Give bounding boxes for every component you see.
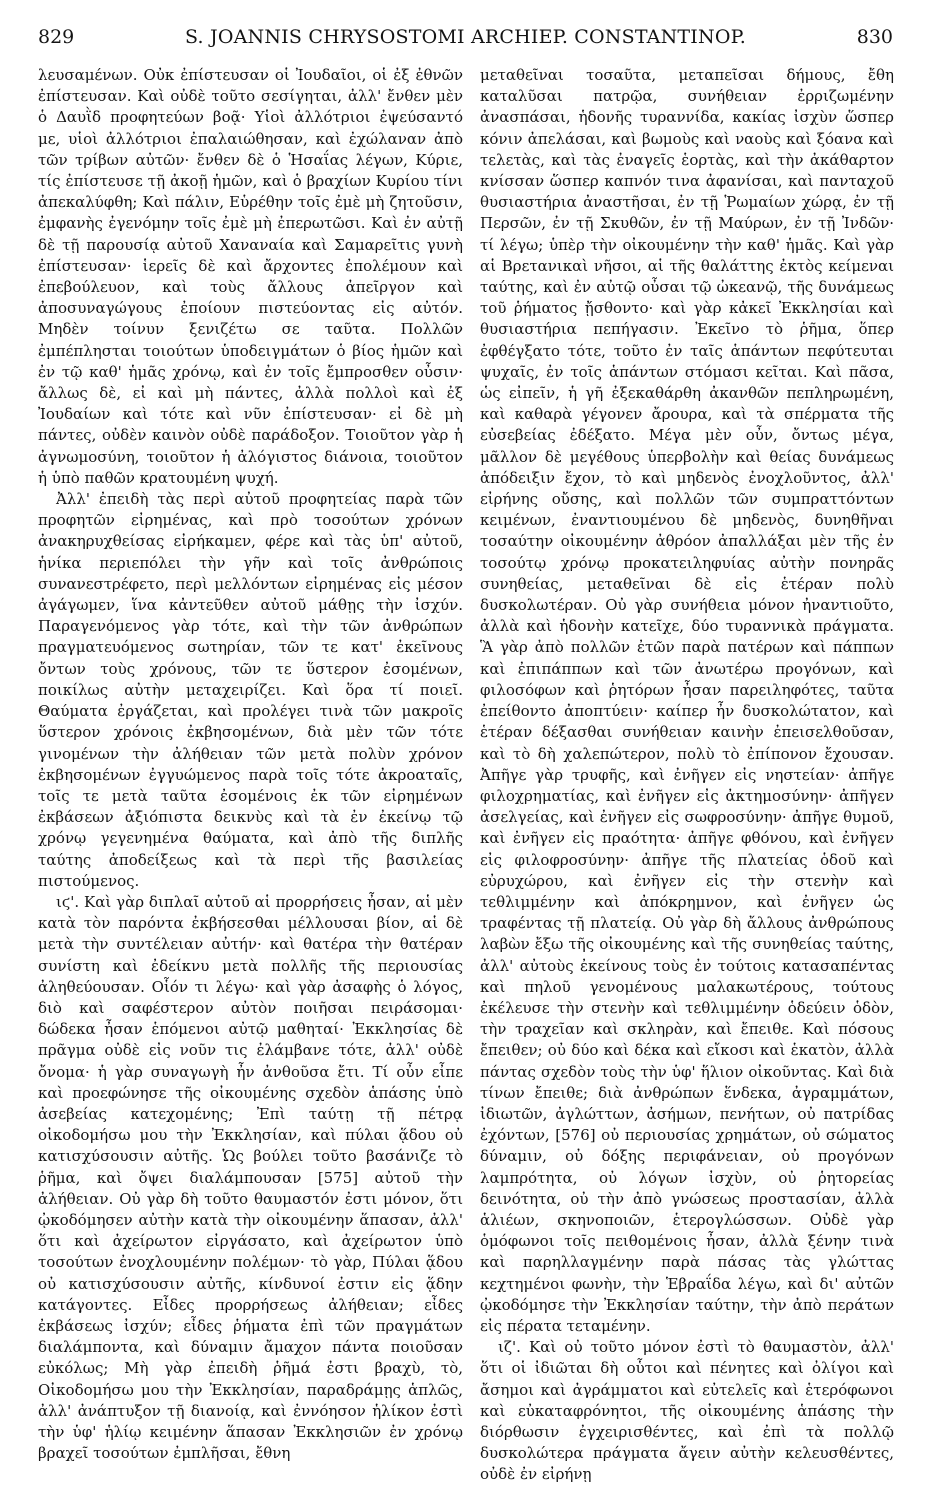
- running-header: [38, 26, 893, 56]
- right-paragraph-1: μεταθεῖναι τοσαῦτα, μεταπεῖσαι δήμους, ἔθη καταλῦσαι πατρῷα, συνήθειαν ἐρριζωμένην ἀνασπάσαι, ἡδονῆς τυραννίδα, κακίας ἰσχὺν ὥσπερ κόνιν ἀπελάσαι, καὶ βωμοὺς καὶ ναοὺς καὶ ξόανα καὶ τελετὰς, καὶ τὰς ἐναγεῖς ἑορτὰς, καὶ τὴν ἀκάθαρτον κνίσσαν ὥσπερ καπνόν τινα ἀφανίσαι, καὶ πανταχοῦ θυσιαστήρια ἀναστῆσαι, ἐν τῇ Ῥωμαίων χώρᾳ, ἐν τῇ Περσῶν, ἐν τῇ Σκυθῶν, ἐν τῇ Μαύρων, ἐν τῇ Ἰνδῶν· τί λέγω; ὑπὲρ τὴν οἰκουμένην τὴν καθ' ἡμᾶς. Καὶ γὰρ αἱ Βρετανικαὶ νῆσοι, αἱ τῆς θαλάττης ἐκτὸς κείμεναι ταύτης, καὶ ἐν αὐτῷ οὖσαι τῷ ὠκεανῷ, τῆς δυνάμεως τοῦ ῥήματος ᾔσθοντο· καὶ γὰρ κἀκεῖ Ἐκκλησίαι καὶ θυσιαστήρια πεπήγασιν. Ἐκεῖνο τὸ ῥῆμα, ὅπερ ἐφθέγξατο τότε, τοῦτο ἐν ταῖς ἁπάντων πεφύτευται ψυχαῖς, ἐν τοῖς ἁπάντων στόμασι κεῖται. Καὶ πᾶσα, ὡς εἰπεῖν, ἡ γῆ ἐξεκαθάρθη ἀκανθῶν πεπληρωμένη, καὶ καθαρὰ γέγονεν ἄρουρα, καὶ τὰ σπέρματα τῆς εὐσεβείας ἐδέξατο. Μέγα μὲν οὖν, ὄντως μέγα, μᾶλλον δὲ μεγέθους ὑπερβολὴν καὶ θείας δυνάμεως ἀπόδειξιν ἔχον, τὸ καὶ μηδενὸς ἐνοχλοῦντος, ἀλλ' εἰρήνης οὔσης, καὶ πολλῶν τῶν συμπραττόντων κειμένων, ἐναντιουμένου δὲ μηδενὸς, δυνηθῆναι τοσαύτην οἰκουμένην ἀθρόον ἀπαλλάξαι μὲν τῆς ἐν τοσούτῳ χρόνῳ προκατειληφυίας αὐτὴν πονηρᾶς συνηθείας, μεταθεῖναι δὲ εἰς ἑτέραν πολὺ δυσκολωτέραν. Οὐ γὰρ συνήθεια μόνον ἠναντιοῦτο, ἀλλὰ καὶ ἡδονὴν κατεῖχε, δύο τυραννικὰ πράγματα. Ἃ γὰρ ἀπὸ πολλῶν ἐτῶν παρὰ πατέρων καὶ πάππων καὶ ἐπιπάππων καὶ τῶν ἀνωτέρω προγόνων, καὶ φιλοσόφων καὶ ῥητόρων ἦσαν παρειληφότες, ταῦτα ἐπείθοντο ἀποπτύειν· καίπερ ἦν δυσκολώτατον, καὶ ἑτέραν δέξασθαι συνήθειαν καινὴν ἐπεισελθοῦσαν, καὶ τὸ δὴ χαλεπώτερον, πολὺ τὸ ἐπίπονον ἔχουσαν. Ἀπῆγε γὰρ τρυφῆς, καὶ ἐνῆγεν εἰς νηστείαν· ἀπῆγε φιλοχρηματίας, καὶ ἐνῆγεν εἰς ἀκτημοσύνην· ἀπῆγεν ἀσελγείας, καὶ ἐνῆγεν εἰς σωφροσύνην· ἀπῆγε θυμοῦ, καὶ ἐνῆγεν εἰς πραότητα· ἀπῆγε φθόνου, καὶ ἐνῆγεν εἰς φιλοφροσύνην· ἀπῆγε τῆς πλατείας ὁδοῦ καὶ εὐρυχώρου, καὶ ἐνῆγεν εἰς τὴν στενὴν καὶ τεθλιμμένην καὶ ἀπόκρημνον, καὶ ἐνῆγεν ὡς τραφέντας τῇ πλατείᾳ. Οὐ γὰρ δὴ ἄλλους ἀνθρώπους λαβὼν ἔξω τῆς οἰκουμένης καὶ τῆς συνηθείας ταύτης, ἀλλ' αὐτοὺς ἐκείνους τοὺς ἐν τούτοις κατασαπέντας καὶ πηλοῦ γενομένους μαλακωτέρους, τούτους ἐκέλευσε τὴν στενὴν καὶ τεθλιμμένην ὁδεύειν ὁδὸν, τὴν τραχεῖαν καὶ σκληρὰν, καὶ ἔπειθε. Καὶ πόσους ἔπειθεν; οὐ δύο καὶ δέκα καὶ εἴκοσι καὶ ἑκατὸν, ἀλλὰ πάντας σχεδὸν τοὺς τὴν ὑφ' ἥλιον οἰκοῦντας. Καὶ διὰ τίνων ἔπειθε; διὰ ἀνθρώπων ἕνδεκα, ἀγραμμάτων, ἰδιωτῶν, ἀγλώττων, ἀσήμων, πενήτων, οὐ πατρίδας ἐχόντων, [576] οὐ περιουσίας χρημάτων, οὐ σώματος δύναμιν, οὐ δόξης περιφάνειαν, οὐ προγόνων λαμπρότητα, οὐ λόγων ἰσχὺν, οὐ ῥητορείας δεινότητα, οὐ τὴν ἀπὸ γνώσεως προστασίαν, ἀλλὰ ἁλιέων, σκηνοποιῶν, ἑτερογλώσσων. Οὐδὲ γὰρ ὁμόφωνοι τοῖς πειθομένοις ἦσαν, ἀλλὰ ξένην τινὰ καὶ παρηλλαγμένην παρὰ πάσας τὰς γλώττας κεχτημένοι φωνὴν, τὴν Ἑβραΐδα λέγω, καὶ δι' αὐτῶν ᾠκοδόμησε τὴν Ἐκκλησίαν ταύτην, τὴν ἀπὸ περάτων εἰς πέρατα τεταμένην.: [480, 66, 894, 1335]
- right-column: [480, 65, 894, 1493]
- page-number-left: 829: [38, 26, 75, 48]
- left-paragraph-3: ιϛ'. Καὶ γὰρ διπλαῖ αὐτοῦ αἱ προρρήσεις ἦσαν, αἱ μὲν κατὰ τὸν παρόντα ἐκβήσεσθαι μέλλουσαι βίον, αἱ δὲ μετὰ τὴν συντέλειαν αὐτήν· καὶ θατέρα τὴν θατέραν συνίστη καὶ ἐδείκνυ μετὰ πολλῆς τῆς περιουσίας ἀληθεύουσαν. Οἷόν τι λέγω· καὶ γὰρ ἀσαφὴς ὁ λόγος, διὸ καὶ σαφέστερον αὐτὸν ποιῆσαι πειράσομαι· δώδεκα ἦσαν ἑπόμενοι αὐτῷ μαθηταί· Ἐκκλησίας δὲ πρᾶγμα οὐδὲ εἰς νοῦν τις ἐλάμβανε τότε, ἀλλ' οὐδὲ ὄνομα· ἡ γὰρ συναγωγὴ ἦν ἀνθοῦσα ἔτι. Τί οὖν εἶπε καὶ προεφώνησε τῆς οἰκουμένης σχεδὸν ἁπάσης ὑπὸ ἀσεβείας κατεχομένης; Ἐπὶ ταύτῃ τῇ πέτρᾳ οἰκοδομήσω μου τὴν Ἐκκλησίαν, καὶ πύλαι ᾅδου οὐ κατισχύσουσιν αὐτῆς. Ὡς βούλει τοῦτο βασάνιζε τὸ ῥῆμα, καὶ ὄψει διαλάμπουσαν [575] αὐτοῦ τὴν ἀλήθειαν. Οὐ γὰρ δὴ τοῦτο θαυμαστόν ἐστι μόνον, ὅτι ᾠκοδόμησεν αὐτὴν κατὰ τὴν οἰκουμένην ἅπασαν, ἀλλ' ὅτι καὶ ἀχείρωτον εἰργάσατο, καὶ ἀχείρωτον ὑπὸ τοσούτων ἐνοχλουμένην πολέμων· τὸ γὰρ, Πύλαι ᾅδου οὐ κατισχύσουσιν αὐτῆς, κίνδυνοί ἐστιν εἰς ᾅδην κατάγοντες. Εἶδες προρρήσεως ἀλήθειαν; εἶδες ἐκβάσεως ἰσχύν; εἶδες ῥήματα ἐπὶ τῶν πραγμάτων διαλάμποντα, καὶ δύναμιν ἄμαχον πάντα ποιοῦσαν εὐκόλως; Μὴ γὰρ ἐπειδὴ ῥῆμά ἐστι βραχὺ, τὸ, Οἰκοδομήσω μου τὴν Ἐκκλησίαν, παραδράμῃς ἁπλῶς, ἀλλ' ἀνάπτυξον τῇ διανοίᾳ, καὶ ἐννόησον ἡλίκον ἐστὶ τὴν ὑφ' ἡλίῳ κειμένην ἅπασαν Ἐκκλησιῶν ἐν χρόνῳ βραχεῖ τοσούτων ἐμπλῆσαι, ἔθνη: [38, 892, 463, 1463]
- running-title: S. JOANNIS CHRYSOSTOMI ARCHIEP. CONSTANTINOP.: [185, 26, 746, 48]
- left-paragraph-2: Ἀλλ' ἐπειδὴ τὰς περὶ αὐτοῦ προφητείας παρὰ τῶν προφητῶν εἰρημένας, καὶ πρὸ τοσούτων χρόνων ἀνακηρυχθείσας εἰρήκαμεν, φέρε καὶ τὰς ὑπ' αὐτοῦ, ἡνίκα περιεπόλει τὴν γῆν καὶ τοῖς ἀνθρώποις συνανεστρέφετο, περὶ μελλόντων εἰρημένας εἰς μέσον ἀγάγωμεν, ἵνα κἀντεῦθεν αὐτοῦ μάθῃς τὴν ἰσχύν. Παραγενόμενος γὰρ τότε, καὶ τὴν τῶν ἀνθρώπων πραγματευόμενος σωτηρίαν, τῶν τε κατ' ἐκεῖνους ὄντων τοὺς χρόνους, τῶν τε ὕστερον ἐσομένων, ποικίλως αὐτὴν μεταχειρίζει. Καὶ ὅρα τί ποιεῖ. Θαύματα ἐργάζεται, καὶ προλέγει τινὰ τῶν μακροῖς ὕστερον χρόνοις ἐκβησομένων, διὰ μὲν τῶν τότε γινομένων τὴν ἀλήθειαν τῶν μετὰ πολὺν χρόνον ἐκβησομένων ἐγγυώμενος παρὰ τοῖς τότε ἀκροαταῖς, τοῖς τε μετὰ ταῦτα ἐσομένοις ἐκ τῶν εἰρημένων ἐκβάσεων ἀξιόπιστα δεικνὺς καὶ τὰ ἐν ἐκείνῳ τῷ χρόνῳ γεγενημένα θαύματα, καὶ ἀπὸ τῆς διπλῆς ταύτης ἀποδείξεως καὶ τὰ περὶ τῆς βασιλείας πιστούμενος.: [38, 490, 463, 890]
- page-number-right: 830: [856, 26, 893, 48]
- right-paragraph-2: ιζ'. Καὶ οὐ τοῦτο μόνον ἐστὶ τὸ θαυμαστὸν, ἀλλ' ὅτι οἱ ἰδιῶται δὴ οὗτοι καὶ πένητες καὶ ὀλίγοι καὶ ἄσημοι καὶ ἀγράμματοι καὶ εὐτελεῖς καὶ ἑτερόφωνοι καὶ εὐκαταφρόνητοι, τῆς οἰκουμένης ἁπάσης τὴν διόρθωσιν ἐγχειρισθέντες, καὶ ἐπὶ τὰ πολλῷ δυσκολώτερα πράγματα ἄγειν αὐτὴν κελευσθέντες, οὐδὲ ἐν εἰρήνῃ: [480, 1338, 894, 1484]
- left-paragraph-1: λευσαμένων. Οὐκ ἐπίστευσαν οἱ Ἰουδαῖοι, οἱ ἐξ ἐθνῶν ἐπίστευσαν. Καὶ οὐδὲ τοῦτο σεσίγηται, ἀλλ' ἔνθεν μὲν ὁ Δαυῒδ προφητεύων βοᾷ· Υἱοὶ ἀλλότριοι ἐψεύσαντό με, υἱοὶ ἀλλότριοι ἐπαλαιώθησαν, καὶ ἐχώλαναν ἀπὸ τῶν τρίβων αὐτῶν· ἔνθεν δὲ ὁ Ἡσαΐας λέγων, Κύριε, τίς ἐπίστευσε τῇ ἀκοῇ ἡμῶν, καὶ ὁ βραχίων Κυρίου τίνι ἀπεκαλύφθη; Καὶ πάλιν, Εὑρέθην τοῖς ἐμὲ μὴ ζητοῦσιν, ἐμφανὴς ἐγενόμην τοῖς ἐμὲ μὴ ἐπερωτῶσι. Καὶ ἐν αὐτῇ δὲ τῇ παρουσίᾳ αὐτοῦ Χαναναία καὶ Σαμαρεῖτις γυνὴ ἐπίστευσαν· ἱερεῖς δὲ καὶ ἄρχοντες ἐπολέμουν καὶ ἐπεβούλευον, καὶ τοὺς ἄλλους ἀπεῖργον καὶ ἀποσυναγώγους ἐποίουν πιστεύοντας εἰς αὐτόν. Μηδὲν τοίνυν ξενιζέτω σε ταῦτα. Πολλῶν ἐμπέπλησται τοιούτων ὑποδειγμάτων ὁ βίος ἡμῶν καὶ ἐν τῷ καθ' ἡμᾶς χρόνῳ, καὶ ἐν τοῖς ἔμπροσθεν οὖσιν· ἄλλως δὲ, εἰ καὶ μὴ πάντες, ἀλλὰ πολλοὶ καὶ ἐξ Ἰουδαίων καὶ τότε καὶ νῦν ἐπίστευσαν· εἰ δὲ μὴ πάντες, οὐδὲν καινὸν οὐδὲ παράδοξον. Τοιοῦτον γὰρ ἡ ἀγνωμοσύνη, τοιοῦτον ἡ ἀλόγιστος διάνοια, τοιοῦτον ἡ ὑπὸ παθῶν κρατουμένη ψυχή.: [38, 66, 463, 487]
- left-column: [38, 65, 463, 1493]
